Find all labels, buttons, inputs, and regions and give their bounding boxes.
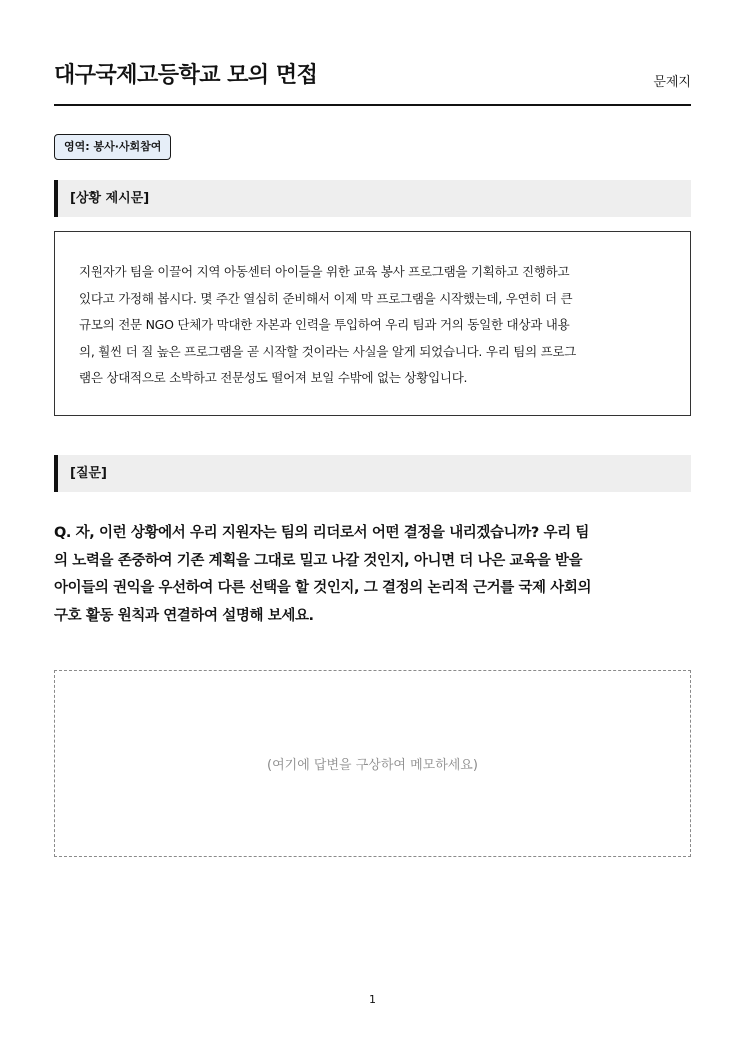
scenario-text-line: 의, 훨씬 더 질 높은 프로그램을 곧 시작할 것이라는 사실을 알게 되었습니다. 우리 팀의 프로그 bbox=[79, 343, 577, 359]
memo-area[interactable] bbox=[54, 670, 691, 857]
scenario-text-line: 규모의 전문 NGO 단체가 막대한 자본과 인력을 투입하여 우리 팀과 거의 동일한 대상과 내용 bbox=[79, 317, 570, 332]
page-title: 대구국제고등학교 모의 면접 bbox=[54, 63, 318, 88]
scenario-box bbox=[54, 231, 691, 416]
scenario-text-line: 지원자가 팀을 이끌어 지역 아동센터 아이들을 위한 교육 봉사 프로그램을 기획하고 진행하고 bbox=[79, 264, 570, 279]
exam-page bbox=[54, 0, 691, 1051]
area-badge: 영역: 봉사·사회참여 bbox=[54, 134, 171, 160]
question-text-line: 의 노력을 존중하여 기존 계획을 그대로 밀고 나갈 것인지, 아니면 더 나은 교육을 받을 bbox=[54, 552, 583, 569]
question-text bbox=[54, 520, 691, 630]
scenario-section-header bbox=[54, 180, 691, 217]
scenario-heading: [상황 제시문] bbox=[70, 191, 150, 206]
page-header bbox=[54, 58, 691, 106]
memo-placeholder: (여기에 답변을 구상하여 메모하세요) bbox=[267, 758, 478, 773]
scenario-text-line: 램은 상대적으로 소박하고 전문성도 떨어져 보일 수밖에 없는 상황입니다. bbox=[79, 370, 468, 385]
question-text-line: 구호 활동 원칙과 연결하여 설명해 보세요. bbox=[54, 607, 314, 624]
scenario-text-line: 있다고 가정해 봅시다. 몇 주간 열심히 준비해서 이제 막 프로그램을 시작했는데, 우연히 더 큰 bbox=[79, 290, 573, 306]
question-section-header bbox=[54, 455, 691, 492]
question-text-line: Q. 자, 이런 상황에서 우리 지원자는 팀의 리더로서 어떤 결정을 내리겠습니까? 우리 팀 bbox=[54, 525, 589, 541]
question-heading: [질문] bbox=[70, 466, 107, 481]
question-text-line: 아이들의 권익을 우선하여 다른 선택을 할 것인지, 그 결정의 논리적 근거를 국제 사회의 bbox=[54, 580, 592, 596]
page-number: 1 bbox=[369, 993, 376, 1006]
document-type-label: 문제지 bbox=[653, 75, 691, 90]
